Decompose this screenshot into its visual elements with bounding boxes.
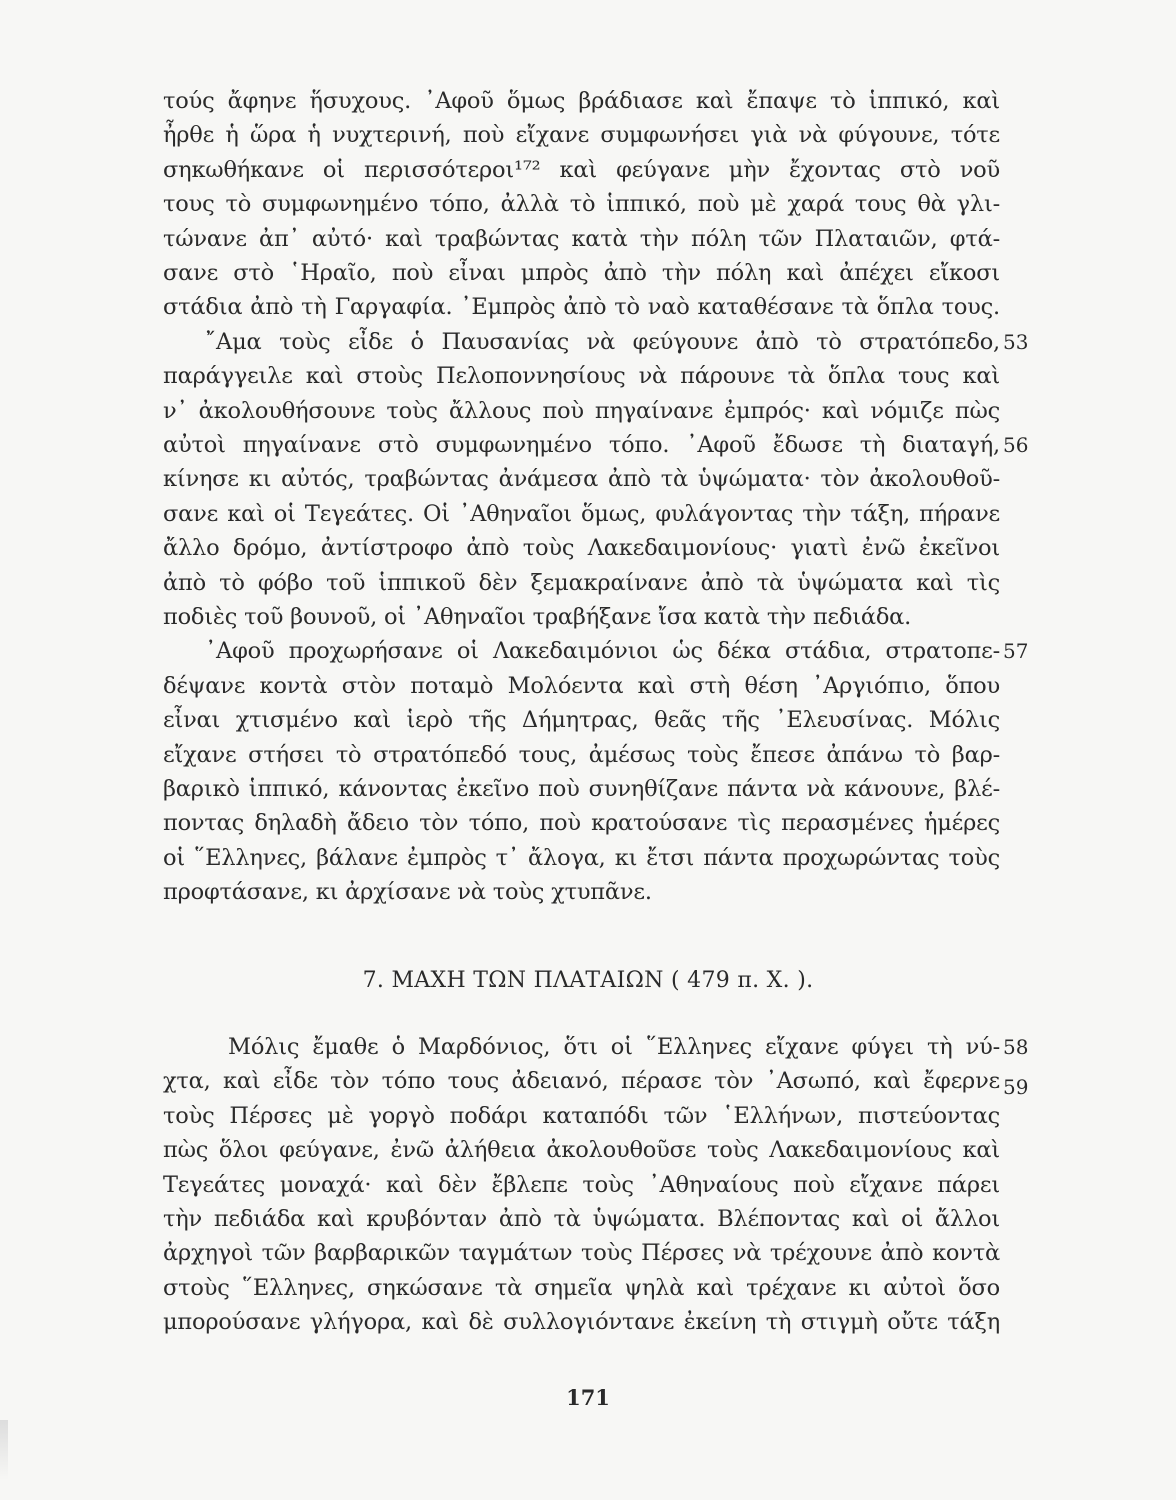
- text-line: ποντας δηλαδὴ ἄδειο τὸν τόπο, ποὺ κρατούσανε τὶς περασμένες ἡμέρες: [163, 810, 1000, 837]
- text-line: δέψανε κοντὰ στὸν ποταμὸ Μολόεντα καὶ στὴ θέση ᾿Αργιόπιο, ὅπου: [163, 672, 1000, 699]
- text-line: εἶναι χτισμένο καὶ ἱερὸ τῆς Δήμητρας, θεᾶς τῆς ᾿Ελευσίνας. Μόλις: [163, 707, 1000, 734]
- text-line: ἀπὸ τὸ φόβο τοῦ ἱππικοῦ δὲν ξεμακραίνανε ἀπὸ τὰ ὑψώματα καὶ τὶς: [163, 569, 1000, 596]
- text-line: οἱ ῞Ελληνες, βάλανε ἐμπρὸς τ᾿ ἄλογα, κι ἔτσι πάντα προχωρώντας τοὺς: [163, 844, 1000, 871]
- text-line: παράγγειλε καὶ στοὺς Πελοποννησίους νὰ πάρουνε τὰ ὅπλα τους καὶ: [163, 363, 1000, 390]
- margin-section-number: 53: [1003, 329, 1029, 354]
- text-line: ποδιὲς τοῦ βουνοῦ, οἱ ᾿Αθηναῖοι τραβήξανε ἴσα κατὰ τὴν πεδιάδα.: [163, 604, 912, 630]
- text-line: Μόλις ἔμαθε ὁ Μαρδόνιος, ὅτι οἱ ῞Ελληνες εἴχανε φύγει τὴ νύ-: [228, 1034, 1000, 1060]
- text-line: ν᾿ ἀκολουθήσουνε τοὺς ἄλλους ποὺ πηγαίνανε ἐμπρός· καὶ νόμιζε πὼς: [163, 397, 1000, 424]
- text-line: ἦρθε ἡ ὥρα ἡ νυχτερινή, ποὺ εἴχανε συμφωνήσει γιὰ νὰ φύγουνε, τότε: [163, 122, 1000, 149]
- margin-section-number: 56: [1003, 433, 1029, 457]
- text-line: εἴχανε στήσει τὸ στρατόπεδό τους, ἀμέσως τοὺς ἔπεσε ἀπάνω τὸ βαρ-: [163, 741, 1000, 768]
- text-line: στάδια ἀπὸ τὴ Γαργαφία. ᾿Εμπρὸς ἀπὸ τὸ ναὸ καταθέσανε τὰ ὅπλα τους.: [163, 294, 1000, 321]
- text-line: ῎Αμα τοὺς εἶδε ὁ Παυσανίας νὰ φεύγουνε ἀπὸ τὸ στρατόπεδο,: [205, 328, 1000, 355]
- margin-section-number: 57: [1003, 639, 1029, 664]
- margin-section-number: 59: [1003, 1075, 1029, 1100]
- text-line: βαρικὸ ἱππικό, κάνοντας ἐκεῖνο ποὺ συνηθίζανε πάντα νὰ κάνουνε, βλέ-: [163, 776, 1000, 802]
- text-line: τὴν πεδιάδα καὶ κρυβόνταν ἀπὸ τὰ ὑψώματα. Βλέποντας καὶ οἱ ἄλλοι: [163, 1206, 1000, 1232]
- page-number: 171: [566, 1385, 610, 1410]
- text-line: τώνανε ἀπ᾿ αὐτό· καὶ τραβώντας κατὰ τὴν πόλη τῶν Πλαταιῶν, φτά-: [163, 225, 1000, 252]
- text-line: προφτάσανε, κι ἀρχίσανε νὰ τοὺς χτυπᾶνε.: [163, 879, 652, 906]
- margin-section-number: 58: [1003, 1035, 1029, 1059]
- text-line: πὼς ὅλοι φεύγανε, ἐνῶ ἀλήθεια ἀκολουθοῦσε τοὺς Λακεδαιμονίους καὶ: [163, 1137, 1000, 1164]
- text-line: σανε καὶ οἱ Τεγεάτες. Οἱ ᾿Αθηναῖοι ὅμως, φυλάγοντας τὴν τάξη, πήρανε: [163, 500, 1000, 527]
- text-line: τοὺς Πέρσες μὲ γοργὸ ποδάρι καταπόδι τῶν ῾Ελλήνων, πιστεύοντας: [163, 1102, 1000, 1129]
- text-line: χτα, καὶ εἶδε τὸν τόπο τους ἀδειανό, πέρασε τὸν ᾿Ασωπό, καὶ ἔφερνε: [163, 1068, 1000, 1095]
- text-line: ἄλλο δρόμο, ἀντίστροφο ἀπὸ τοὺς Λακεδαιμονίους· γιατὶ ἐνῶ ἐκεῖνοι: [163, 535, 1000, 562]
- text-line: ἀρχηγοὶ τῶν βαρβαρικῶν ταγμάτων τοὺς Πέρσες νὰ τρέχουνε ἀπὸ κοντὰ: [163, 1240, 1000, 1267]
- text-line: τους τὸ συμφωνημένο τόπο, ἀλλὰ τὸ ἱππικό, ποὺ μὲ χαρά τους θὰ γλι-: [163, 191, 1000, 218]
- scan-smudge: [0, 1420, 8, 1480]
- text-line: σανε στὸ ῾Ηραῖο, ποὺ εἶναι μπρὸς ἀπὸ τὴν πόλη καὶ ἀπέχει εἴκοσι: [163, 260, 1000, 286]
- text-line: ᾿Αφοῦ προχωρήσανε οἱ Λακεδαιμόνιοι ὡς δέκα στάδια, στρατοπε-: [205, 638, 1000, 665]
- text-line: αὐτοὶ πηγαίνανε στὸ συμφωνημένο τόπο. ᾿Αφοῦ ἔδωσε τὴ διαταγή,: [163, 432, 1000, 458]
- text-line: στοὺς ῞Ελληνες, σηκώσανε τὰ σημεῖα ψηλὰ καὶ τρέχανε κι αὐτοὶ ὅσο: [163, 1274, 1000, 1301]
- text-line: κίνησε κι αὐτός, τραβώντας ἀνάμεσα ἀπὸ τὰ ὑψώματα· τὸν ἀκολουθοῦ-: [163, 466, 1000, 493]
- text-line: σηκωθήκανε οἱ περισσότεροι¹⁷² καὶ φεύγανε μὴν ἔχοντας στὸ νοῦ: [163, 156, 1000, 183]
- text-line: Τεγεάτες μοναχά· καὶ δὲν ἔβλεπε τοὺς ᾿Αθηναίους ποὺ εἴχανε πάρει: [163, 1171, 1000, 1198]
- section-title: 7. ΜΑΧΗ ΤΩΝ ΠΛΑΤΑΙΩΝ ( 479 π. Χ. ).: [362, 968, 814, 993]
- text-line: τούς ἄφηνε ἥσυχους. ᾿Αφοῦ ὅμως βράδιασε καὶ ἔπαψε τὸ ἱππικό, καὶ: [163, 88, 1000, 114]
- text-line: μπορούσανε γλήγορα, καὶ δὲ συλλογιόντανε ἐκείνη τὴ στιγμὴ οὔτε τάξη: [163, 1309, 1000, 1336]
